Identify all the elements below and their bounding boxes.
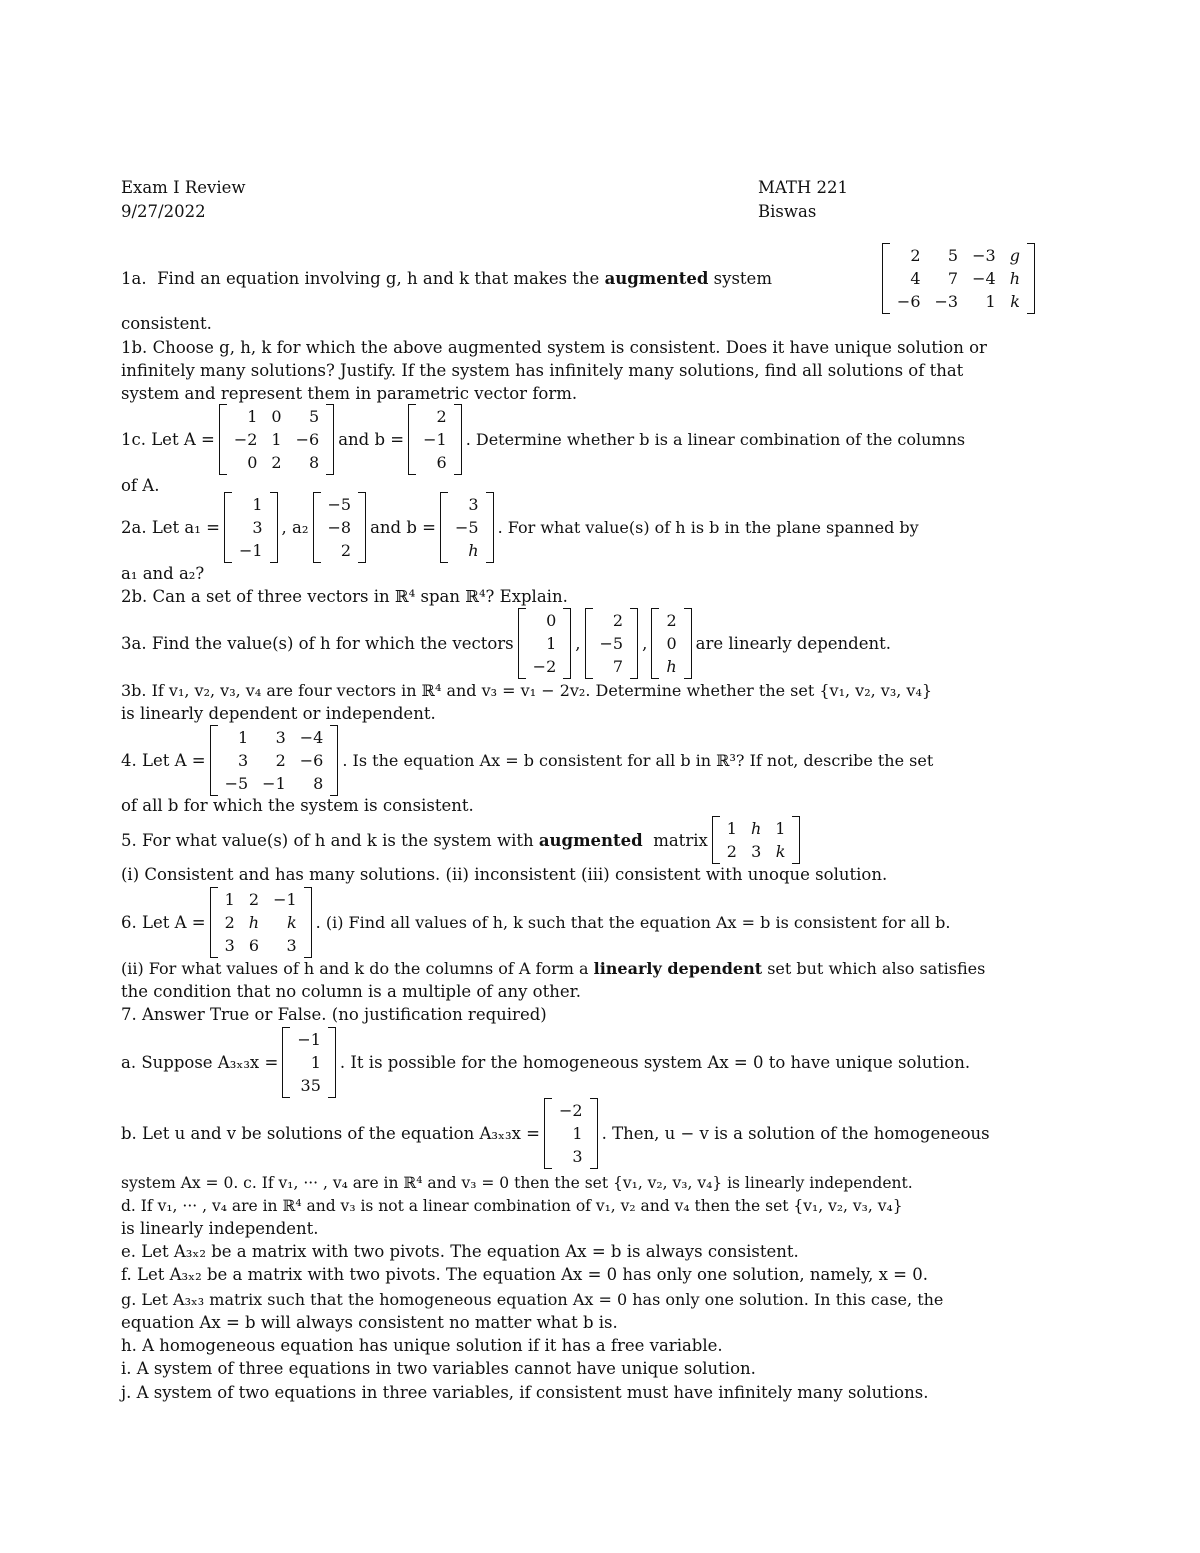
matrix-row — [232, 493, 270, 516]
matrix-entry: −6 — [299, 750, 324, 770]
q5-text-after: matrix — [653, 830, 708, 850]
q7-b-c-line: system Ax = 0. c. If v₁, ··· , v₄ are in ℝ⁴ and v₃ = 0 then the set {v₁, v₂, v₃, v₄} is linearly independent. — [121, 1174, 913, 1192]
matrix-row — [218, 911, 304, 934]
q7a-label: a. Suppose A₃ₓ₃x = — [121, 1052, 279, 1072]
q1b-line-1 — [121, 337, 1039, 359]
matrix-entries — [526, 609, 564, 678]
matrix-left-bracket — [440, 492, 448, 563]
matrix-entry: 8 — [313, 773, 324, 793]
matrix-row — [720, 840, 793, 863]
q2a-label: 2a. Let a₁ = — [121, 517, 220, 537]
q3a-comma-1: , — [575, 633, 581, 653]
matrix-left-bracket — [651, 608, 659, 679]
q2a-continuation: a₁ and a₂? — [121, 564, 205, 583]
question-6 — [121, 886, 1039, 958]
q7-part-j: j. A system of two equations in three variables, if consistent must have infinitely many solutions. — [121, 1383, 929, 1402]
matrix-entries — [659, 609, 683, 678]
matrix-entry: 1 — [237, 727, 249, 747]
matrix-entry: −4 — [972, 268, 996, 288]
q6-line2-after: set but which also satisfies — [767, 959, 986, 978]
matrix-entry: k — [1010, 291, 1020, 311]
matrix-row — [720, 817, 793, 840]
matrix-entry: 1 — [247, 406, 258, 426]
matrix-entry: h — [750, 819, 762, 838]
matrix-entry: 5 — [947, 245, 959, 265]
question-3a — [121, 607, 1039, 679]
q1b-line1-text: Choose g, h, k for which the above augmented system is consistent. Does it have unique solution or — [152, 338, 987, 357]
question-1a — [121, 240, 1039, 316]
matrix-entry: −1 — [297, 1029, 321, 1049]
matrix-entry: −1 — [423, 429, 447, 449]
matrix-entry: −1 — [238, 540, 263, 560]
matrix-row — [218, 934, 304, 957]
matrix-row — [321, 516, 359, 539]
matrix-entries — [232, 493, 270, 562]
matrix-left-bracket — [210, 725, 218, 796]
matrix-right-bracket — [684, 608, 692, 679]
q7-part-i: i. A system of three equations in two variables cannot have unique solution. — [121, 1359, 756, 1378]
matrix-entry: −8 — [327, 517, 352, 537]
q1c-label: 1c. Let A = — [121, 429, 215, 449]
q2a-vector-a1 — [224, 492, 278, 563]
matrix-row — [232, 516, 270, 539]
matrix-entry: 2 — [436, 406, 447, 426]
matrix-entry: 1 — [224, 889, 235, 909]
q6-line2-before: (ii) For what values of h and k do the columns of A form a — [121, 959, 589, 978]
matrix-row — [218, 726, 331, 749]
matrix-left-bracket — [882, 243, 890, 314]
q1b-line-3: system and represent them in parametric vector form. — [121, 384, 578, 403]
matrix-left-bracket — [712, 816, 720, 864]
matrix-entry: 3 — [275, 727, 286, 747]
q1b-label: 1b. — [121, 338, 148, 357]
matrix-left-bracket — [219, 404, 227, 475]
matrix-entry: −2 — [532, 656, 557, 676]
matrix-left-bracket — [313, 492, 321, 563]
course-code: MATH 221 — [758, 178, 849, 197]
question-2a — [121, 491, 1039, 563]
matrix-entry: 2 — [666, 610, 677, 630]
matrix-left-bracket — [585, 608, 593, 679]
matrix-row — [890, 290, 1027, 313]
matrix-row — [448, 493, 486, 516]
matrix-entry: −3 — [934, 291, 959, 311]
matrix-entry: 1 — [546, 633, 557, 653]
matrix-entry: k — [775, 842, 786, 861]
matrix-entry: −5 — [224, 773, 249, 793]
matrix-left-bracket — [224, 492, 232, 563]
matrix-entry: 0 — [271, 406, 282, 426]
matrix-row — [448, 516, 486, 539]
matrix-entry: −5 — [455, 517, 479, 537]
q3a-comma-2: , — [642, 633, 648, 653]
q6-line-3: the condition that no column is a multiple of any other. — [121, 982, 581, 1001]
matrix-right-bracket — [326, 404, 334, 475]
matrix-entries — [890, 244, 1027, 313]
matrix-entries — [593, 609, 631, 678]
q3a-label: 3a. Find the value(s) of h for which the vectors — [121, 633, 514, 653]
matrix-entry: −1 — [262, 773, 286, 793]
header-left — [121, 176, 246, 224]
q6-line-2 — [121, 958, 1039, 980]
matrix-entry: 3 — [224, 935, 235, 955]
header-right — [758, 176, 848, 224]
matrix-entry: g — [1009, 245, 1020, 265]
matrix-right-bracket — [304, 887, 312, 958]
matrix-entry: 2 — [271, 452, 282, 472]
matrix-entry: 1 — [252, 494, 263, 514]
q3a-vector-2 — [585, 608, 639, 679]
matrix-entry: 7 — [947, 268, 959, 288]
q4-matrix-A — [210, 725, 339, 796]
matrix-entry: 2 — [224, 912, 235, 932]
q2a-and-b: and b = — [370, 517, 436, 537]
matrix-row — [890, 244, 1027, 267]
q1b-line-2: infinitely many solutions? Justify. If the system has infinitely many solutions, find all solutions of that — [121, 361, 964, 380]
question-2b: 2b. Can a set of three vectors in ℝ⁴ span ℝ⁴? Explain. — [121, 587, 568, 606]
matrix-row — [526, 632, 564, 655]
matrix-entries — [227, 405, 326, 474]
matrix-entry: 7 — [612, 656, 624, 676]
matrix-entry: 1 — [775, 819, 786, 838]
q7-g-line-1: g. Let A₃ₓ₃ matrix such that the homogeneous equation Ax = 0 has only one solution. In this case, the — [121, 1290, 944, 1309]
matrix-entry: k — [286, 912, 297, 932]
q3a-text-after: are linearly dependent. — [695, 633, 892, 653]
matrix-entry: −5 — [599, 633, 624, 653]
matrix-row — [890, 267, 1027, 290]
matrix-entry: 3 — [252, 517, 263, 537]
matrix-right-bracket — [1027, 243, 1035, 314]
q2a-vector-b — [440, 492, 494, 563]
q2a-text-after: . For what value(s) of h is b in the plane spanned by — [497, 517, 919, 537]
matrix-row — [218, 888, 304, 911]
matrix-row — [526, 609, 564, 632]
q5-augmented-matrix — [712, 816, 801, 864]
q6-line2-bold: linearly dependent — [593, 959, 763, 978]
matrix-right-bracket — [630, 608, 638, 679]
matrix-row — [290, 1074, 328, 1097]
q3a-vector-1 — [518, 608, 572, 679]
q1a-continuation: consistent. — [121, 314, 212, 333]
matrix-entry: h — [468, 540, 479, 560]
q1a-text-before: Find an equation involving g, h and k that makes the — [157, 268, 600, 288]
q1c-text-after: . Determine whether b is a linear combination of the columns — [465, 429, 966, 449]
instructor-name: Biswas — [758, 202, 817, 221]
matrix-entry: −6 — [295, 429, 320, 449]
q4-text-after: . Is the equation Ax = b consistent for all b in ℝ³? If not, describe the set — [342, 750, 934, 770]
matrix-entry: 2 — [612, 610, 624, 630]
matrix-entry: −2 — [559, 1100, 583, 1120]
matrix-row — [321, 539, 359, 562]
question-5 — [121, 816, 1039, 864]
matrix-entry: 1 — [726, 819, 737, 838]
matrix-row — [552, 1145, 590, 1168]
q7b-vector — [544, 1098, 598, 1169]
matrix-entries — [720, 817, 793, 863]
exam-date: 9/27/2022 — [121, 202, 206, 221]
matrix-entries — [218, 888, 304, 957]
matrix-entries — [218, 726, 331, 795]
matrix-left-bracket — [210, 887, 218, 958]
matrix-entry: −6 — [896, 291, 921, 311]
matrix-entry: 2 — [275, 750, 286, 770]
q5-bold-word: augmented — [538, 830, 643, 850]
matrix-entry: −3 — [972, 245, 996, 265]
matrix-row — [227, 405, 326, 428]
q7-g-line-2: equation Ax = b will always consistent no matter what b is. — [121, 1313, 618, 1332]
q6-text-after: . (i) Find all values of h, k such that the equation Ax = b is consistent for all b. — [315, 912, 951, 932]
exam-title: Exam I Review — [121, 178, 246, 197]
matrix-row — [659, 655, 683, 678]
q1a-text-after: system — [713, 268, 772, 288]
q1a-augmented-matrix — [882, 243, 1035, 314]
q1a-bold-word: augmented — [604, 268, 709, 288]
q5-continuation: (i) Consistent and has many solutions. (ii) inconsistent (iii) consistent with unoque solution. — [121, 865, 888, 884]
matrix-row — [218, 772, 331, 795]
matrix-row — [321, 493, 359, 516]
matrix-entry: 2 — [910, 245, 921, 265]
q4-label: 4. Let A = — [121, 750, 206, 770]
q7-part-a — [121, 1026, 1039, 1098]
q3b-line-1: 3b. If v₁, v₂, v₃, v₄ are four vectors in ℝ⁴ and v₃ = v₁ − 2v₂. Determine whether the set {v₁, v₂, v₃, v₄} — [121, 681, 933, 700]
question-1c — [121, 403, 1039, 475]
q1c-vector-b — [408, 404, 462, 475]
matrix-row — [416, 405, 454, 428]
q1a-label: 1a. — [121, 268, 147, 288]
matrix-entries — [290, 1028, 328, 1097]
matrix-entry: 2 — [726, 842, 737, 861]
matrix-entry: −4 — [299, 727, 324, 747]
matrix-entry: 0 — [546, 610, 557, 630]
matrix-right-bracket — [270, 492, 278, 563]
q1c-matrix-A — [219, 404, 334, 475]
matrix-left-bracket — [544, 1098, 552, 1169]
matrix-row — [552, 1099, 590, 1122]
matrix-entry: 8 — [309, 452, 320, 472]
matrix-entry: 4 — [910, 268, 921, 288]
matrix-row — [290, 1051, 328, 1074]
q6-label: 6. Let A = — [121, 912, 206, 932]
matrix-row — [232, 539, 270, 562]
matrix-row — [593, 632, 631, 655]
q7a-text: . It is possible for the homogeneous system Ax = 0 to have unique solution. — [339, 1052, 971, 1072]
q7b-label: b. Let u and v be solutions of the equation A₃ₓ₃x = — [121, 1123, 540, 1143]
q6-matrix-A — [210, 887, 312, 958]
matrix-entry: h — [1009, 268, 1020, 288]
q7-part-h: h. A homogeneous equation has unique solution if it has a free variable. — [121, 1336, 723, 1355]
matrix-row — [218, 749, 331, 772]
matrix-entry: 3 — [468, 494, 479, 514]
matrix-entry: 5 — [309, 406, 320, 426]
matrix-entry: −5 — [327, 494, 352, 514]
q4-continuation: of all b for which the system is consistent. — [121, 796, 474, 815]
matrix-row — [659, 632, 683, 655]
matrix-entry: 2 — [248, 889, 260, 909]
matrix-entries — [416, 405, 454, 474]
q7-part-e: e. Let A₃ₓ₂ be a matrix with two pivots. The equation Ax = b is always consistent. — [121, 1242, 799, 1261]
matrix-entry: 1 — [271, 429, 282, 449]
matrix-row — [227, 428, 326, 451]
matrix-entry: 3 — [572, 1146, 583, 1166]
matrix-row — [416, 451, 454, 474]
matrix-entry: 6 — [436, 452, 447, 472]
matrix-entry: 3 — [237, 750, 249, 770]
matrix-entry: 6 — [248, 935, 260, 955]
q7-intro: 7. Answer True or False. (no justification required) — [121, 1005, 547, 1024]
matrix-entry: 1 — [572, 1123, 583, 1143]
matrix-row — [593, 655, 631, 678]
q5-label: 5. For what value(s) of h and k is the system with — [121, 830, 534, 850]
q1c-and-b: and b = — [338, 429, 405, 449]
q2a-vector-a2 — [313, 492, 367, 563]
q3b-line-2: is linearly dependent or independent. — [121, 704, 436, 723]
matrix-entry: 1 — [985, 291, 996, 311]
q7a-vector — [282, 1027, 336, 1098]
matrix-entry: 0 — [666, 633, 677, 653]
matrix-row — [552, 1122, 590, 1145]
matrix-left-bracket — [518, 608, 526, 679]
matrix-entry: 3 — [751, 842, 762, 861]
matrix-entry: 2 — [340, 540, 352, 560]
matrix-row — [290, 1028, 328, 1051]
matrix-right-bracket — [330, 725, 338, 796]
matrix-entry: 3 — [286, 935, 297, 955]
matrix-row — [448, 539, 486, 562]
matrix-entries — [552, 1099, 590, 1168]
matrix-entry: h — [666, 656, 677, 676]
matrix-row — [526, 655, 564, 678]
q2a-comma-a2: , a₂ — [281, 517, 309, 537]
q7b-text: . Then, u − v is a solution of the homogeneous — [601, 1123, 990, 1143]
matrix-right-bracket — [454, 404, 462, 475]
matrix-entry: 35 — [300, 1075, 321, 1095]
q1c-continuation: of A. — [121, 476, 160, 495]
q7-part-f: f. Let A₃ₓ₂ be a matrix with two pivots. The equation Ax = 0 has only one solution, namely, x = 0. — [121, 1265, 928, 1284]
matrix-right-bracket — [590, 1098, 598, 1169]
matrix-entry: 0 — [247, 452, 258, 472]
matrix-entry: −2 — [233, 429, 258, 449]
matrix-row — [416, 428, 454, 451]
matrix-entry: h — [248, 912, 260, 932]
matrix-entry: 1 — [310, 1052, 321, 1072]
matrix-right-bracket — [328, 1027, 336, 1098]
q3a-vector-3 — [651, 608, 691, 679]
matrix-row — [593, 609, 631, 632]
matrix-left-bracket — [408, 404, 416, 475]
q7-part-b — [121, 1097, 1039, 1169]
matrix-right-bracket — [792, 816, 800, 864]
matrix-left-bracket — [282, 1027, 290, 1098]
matrix-entries — [448, 493, 486, 562]
q7-d-line-2: is linearly independent. — [121, 1219, 319, 1238]
matrix-row — [227, 451, 326, 474]
q7-d-line-1: d. If v₁, ··· , v₄ are in ℝ⁴ and v₃ is not a linear combination of v₁, v₂ and v₄ then the set {v₁, v₂, v₃, v₄} — [121, 1197, 903, 1215]
matrix-right-bracket — [563, 608, 571, 679]
matrix-row — [659, 609, 683, 632]
matrix-right-bracket — [358, 492, 366, 563]
matrix-right-bracket — [486, 492, 494, 563]
question-4 — [121, 724, 1039, 796]
matrix-entries — [321, 493, 359, 562]
matrix-entry: −1 — [273, 889, 297, 909]
